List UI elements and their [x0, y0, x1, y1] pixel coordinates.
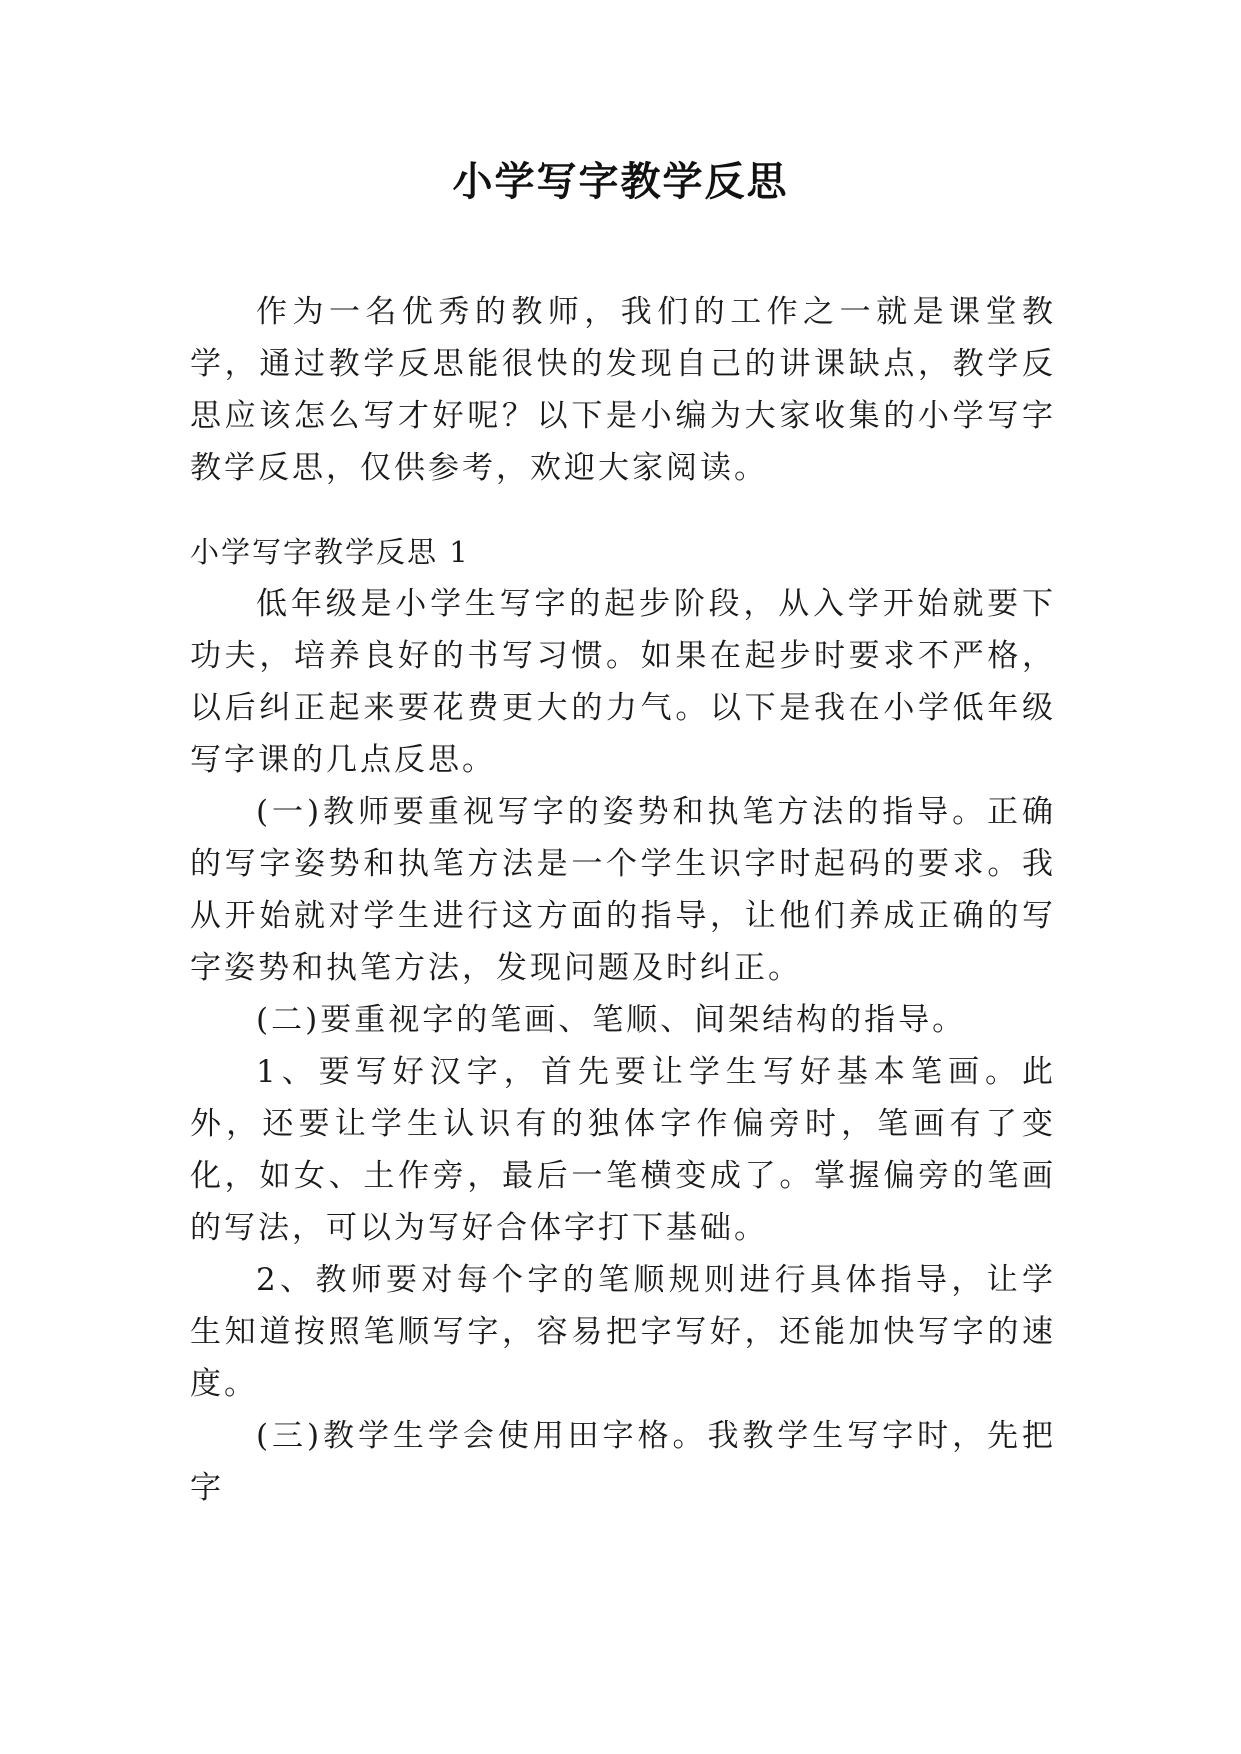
body-paragraph: 2、教师要对每个字的笔顺规则进行具体指导，让学生知道按照笔顺写字，容易把字写好，还能加快写字的速度。 [190, 1262, 1056, 1402]
body-paragraph: (一)教师要重视写字的姿势和执笔方法的指导。正确的写字姿势和执笔方法是一个学生识字时起码的要求。我从开始就对学生进行这方面的指导，让他们养成正确的写字姿势和执笔方法，发现问题及时纠正。 [190, 794, 1056, 986]
body-paragraph: (二)要重视字的笔画、笔顺、间架结构的指导。 [256, 1002, 967, 1038]
section-heading: 小学写字教学反思 1 [190, 535, 470, 569]
document-body [190, 286, 1056, 1514]
body-paragraph: 1、要写好汉字，首先要让学生写好基本笔画。此外，还要让学生认识有的独体字作偏旁时，笔画有了变化，如女、土作旁，最后一笔横变成了。掌握偏旁的笔画的写法，可以为写好合体字打下基础。 [190, 1054, 1056, 1246]
body-paragraph: 低年级是小学生写字的起步阶段，从入学开始就要下功夫，培养良好的书写习惯。如果在起步时要求不严格，以后纠正起来要花费更大的力气。以下是我在小学低年级写字课的几点反思。 [190, 586, 1056, 778]
body-paragraph: (三)教学生学会使用田字格。我教学生写字时，先把字 [190, 1418, 1056, 1506]
intro-paragraph: 作为一名优秀的教师，我们的工作之一就是课堂教学，通过教学反思能很快的发现自己的讲课缺点，教学反思应该怎么写才好呢？以下是小编为大家收集的小学写字教学反思，仅供参考，欢迎大家阅读。 [190, 294, 1056, 486]
document-title: 小学写字教学反思 [452, 159, 789, 205]
